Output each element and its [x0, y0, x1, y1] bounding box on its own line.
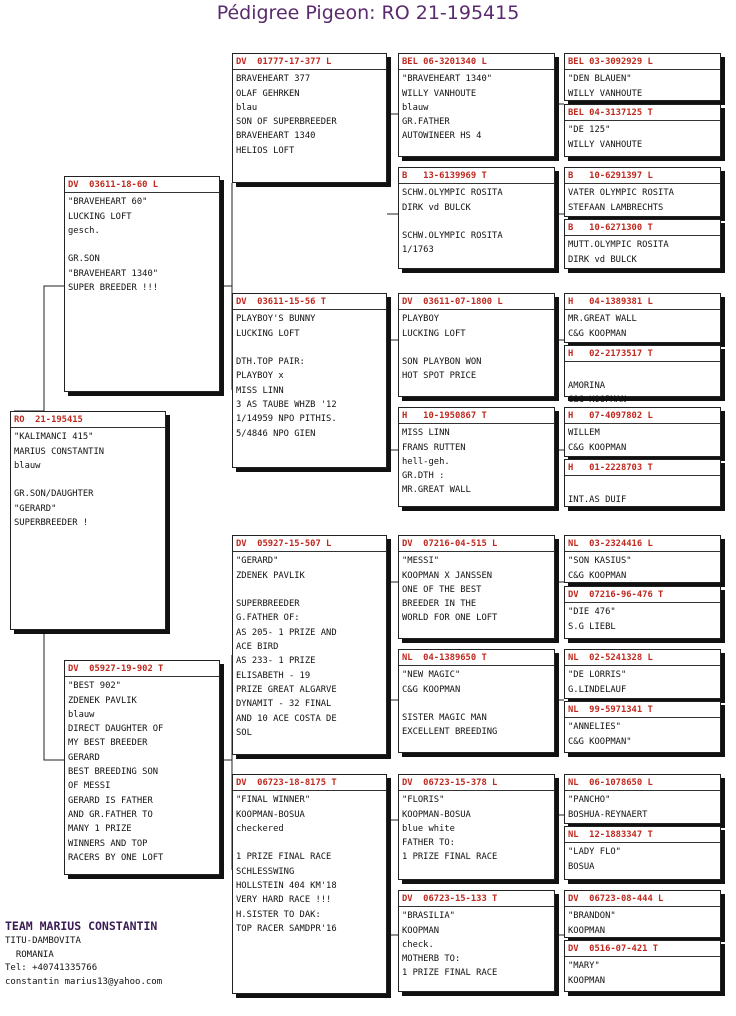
card-line: GR.DTH :	[402, 471, 445, 482]
card-line: INT.AS DUIF	[568, 494, 627, 505]
card-line: MANY 1 PRIZE	[68, 824, 132, 835]
card-line: MR.GREAT WALL	[568, 314, 637, 325]
card-line: DIRECT DAUGHTER OF	[68, 724, 164, 735]
card-line: OF MESSI	[68, 781, 111, 792]
page-title: Pédigree Pigeon: RO 21-195415	[216, 2, 520, 24]
card-line: blauw	[68, 709, 95, 720]
card-line: C&G KOOPMAN	[568, 394, 627, 405]
card-line	[402, 697, 551, 711]
card-line: KOOPMAN-BOSUA	[402, 809, 471, 820]
card-line: "DIE 476"	[568, 607, 616, 618]
card-line: AS 205- 1 PRIZE AND	[236, 627, 337, 638]
card-line	[568, 478, 717, 492]
card-line: GERARD IS FATHER	[68, 795, 153, 806]
ring-number: DV 03611-18-60 L	[65, 178, 219, 193]
pedigree-card	[64, 660, 220, 875]
pedigree-card	[398, 649, 555, 753]
card-line: C&G KOOPMAN	[402, 684, 461, 695]
pedigree-card	[564, 53, 721, 101]
card-line: HELIOS LOFT	[236, 145, 295, 156]
pedigree-card	[64, 176, 220, 392]
card-line: RACERS BY ONE LOFT	[68, 852, 164, 863]
card-line: blauw	[402, 102, 429, 113]
card-line: LUCKING LOFT	[68, 211, 132, 222]
ring-number: DV 03611-07-1800 L	[399, 295, 554, 310]
card-line: GERARD	[68, 752, 100, 763]
card-line: DYNAMIT - 32 FINAL	[236, 699, 332, 710]
card-line: MR.GREAT WALL	[402, 485, 471, 496]
card-line: BRAVEHEART 377	[236, 74, 311, 85]
pedigree-card	[564, 890, 721, 938]
pedigree-card	[398, 890, 555, 992]
card-line: SUPERBREEDER	[236, 599, 300, 610]
card-line: "BRASILIA"	[402, 911, 455, 922]
card-line: 5/4846 NPO GIEN	[236, 428, 316, 439]
pedigree-card	[564, 826, 721, 880]
pedigree-card	[564, 459, 721, 507]
card-line: HOT SPOT PRICE	[402, 371, 477, 382]
card-line: G.FATHER OF:	[236, 613, 300, 624]
card-line: AND 10 ACE COSTA DE	[236, 713, 337, 724]
ring-number: BEL 03-3092929 L	[565, 55, 720, 70]
ring-number: DV 03611-15-56 T	[233, 295, 386, 310]
card-line: "FINAL WINNER"	[236, 795, 311, 806]
card-line: "LADY FLO"	[568, 847, 621, 858]
card-line: PLAYBOY x	[236, 371, 284, 382]
card-line: ZDENEK PAVLIK	[236, 570, 305, 581]
card-line: WORLD FOR ONE LOFT	[402, 613, 498, 624]
card-line: SISTER MAGIC MAN	[402, 713, 487, 724]
card-line: FRANS RUTTEN	[402, 442, 466, 453]
card-line: MISS LINN	[402, 428, 450, 439]
card-line: EXCELLENT BREEDING	[402, 727, 498, 738]
card-line: ACE BIRD	[236, 642, 279, 653]
card-line	[236, 341, 383, 355]
pedigree-card	[232, 774, 387, 994]
pedigree-card	[398, 293, 555, 397]
card-line: 1/1763	[402, 245, 434, 256]
breeder-email: constantin marius13@yahoo.com	[5, 976, 163, 987]
card-line: gesch.	[68, 225, 100, 236]
card-line: "GERARD"	[236, 556, 279, 567]
card-line: KOOPMAN	[568, 975, 606, 986]
card-line: "DE 125"	[568, 125, 611, 136]
ring-number: DV 06723-15-133 T	[399, 892, 554, 907]
ring-number: DV 01777-17-377 L	[233, 55, 386, 70]
card-line: PLAYBOY'S BUNNY	[236, 314, 316, 325]
card-line	[236, 836, 383, 850]
card-line: SUPERBREEDER !	[14, 518, 89, 529]
ring-number: NL 06-1078650 L	[565, 776, 720, 791]
card-line: SON OF SUPERBREEDER	[236, 117, 337, 128]
card-line: ONE OF THE BEST	[402, 584, 482, 595]
card-line: C&G KOOPMAN	[568, 442, 627, 453]
pedigree-card	[398, 774, 555, 880]
card-line	[402, 215, 551, 229]
card-line: HOLLSTEIN 404 KM'18	[236, 881, 337, 892]
card-line: STEFAAN LAMBRECHTS	[568, 202, 664, 213]
card-line: "SON KASIUS"	[568, 556, 632, 567]
pedigree-card	[564, 940, 721, 992]
card-line: PRIZE GREAT ALGARVE	[236, 684, 337, 695]
card-line: KOOPMAN X JANSSEN	[402, 570, 493, 581]
card-line: "DE LORRIS"	[568, 670, 627, 681]
card-line: GR.SON	[68, 254, 100, 265]
card-line: "NEW MAGIC"	[402, 670, 461, 681]
ring-number: DV 05927-19-902 T	[65, 662, 219, 677]
ring-number: DV 05927-15-507 L	[233, 537, 386, 552]
pedigree-card	[398, 53, 555, 157]
card-line: BOSUA	[568, 861, 595, 872]
ring-number: RO 21-195415	[11, 413, 165, 428]
ring-number: NL 02-5241328 L	[565, 651, 720, 666]
card-line: PLAYBOY	[402, 314, 440, 325]
pedigree-card	[564, 701, 721, 753]
card-line: WILLY VANHOUTE	[568, 139, 643, 150]
card-line: C&G KOOPMAN"	[568, 736, 632, 747]
card-line: 1/14959 NPO PITHIS.	[236, 414, 337, 425]
card-line: blauw	[14, 460, 41, 471]
card-line: 1 PRIZE FINAL RACE	[402, 852, 498, 863]
card-line: VERY HARD RACE !!!	[236, 895, 332, 906]
card-line: "FLORIS"	[402, 795, 445, 806]
card-line: C&G KOOPMAN	[568, 570, 627, 581]
ring-number: NL 04-1389650 T	[399, 651, 554, 666]
ring-number: DV 06723-08-444 L	[565, 892, 720, 907]
pedigree-card-root	[10, 411, 166, 630]
ring-number: B 10-6291397 L	[565, 169, 720, 184]
pedigree-card	[564, 219, 721, 269]
pedigree-card	[564, 293, 721, 343]
card-line	[568, 364, 717, 378]
ring-number: DV 06723-15-378 L	[399, 776, 554, 791]
breeder-info	[5, 918, 162, 989]
card-line: G.LINDELAUF	[568, 684, 627, 695]
card-line: "BEST 902"	[68, 681, 121, 692]
pedigree-card	[564, 407, 721, 457]
card-line: BOSHUA-REYNAERT	[568, 809, 648, 820]
card-line: "GERARD"	[14, 503, 57, 514]
card-line: SON PLAYBON WON	[402, 357, 482, 368]
ring-number: B 10-6271300 T	[565, 221, 720, 236]
pedigree-card	[398, 407, 555, 507]
card-line: VATER OLYMPIC ROSITA	[568, 188, 674, 199]
card-line: WINNERS AND TOP	[68, 838, 148, 849]
card-line: KOOPMAN-BOSUA	[236, 809, 305, 820]
ring-number: NL 99-5971341 T	[565, 703, 720, 718]
card-line: DIRK vd BULCK	[568, 254, 637, 265]
card-line: "BRANDON"	[568, 911, 616, 922]
card-line: "BRAVEHEART 60"	[68, 197, 148, 208]
card-line: SOL	[236, 727, 252, 738]
pedigree-card	[232, 53, 387, 183]
ring-number: BEL 04-3137125 T	[565, 106, 720, 121]
card-line: AUTOWINEER HS 4	[402, 131, 482, 142]
card-line: 1 PRIZE FINAL RACE	[236, 852, 332, 863]
card-line: DTH.TOP PAIR:	[236, 357, 305, 368]
pedigree-card	[564, 345, 721, 405]
ring-number: DV 07216-04-515 L	[399, 537, 554, 552]
card-line: OLAF GEHRKEN	[236, 88, 300, 99]
pedigree-card	[564, 586, 721, 639]
card-line: MOTHERB TO:	[402, 954, 461, 965]
card-line: S.G LIEBL	[568, 621, 616, 632]
pedigree-card	[564, 167, 721, 217]
breeder-phone: Tel: +40741335766	[5, 963, 98, 973]
ring-number: H 04-1389381 L	[565, 295, 720, 310]
card-line: AND GR.FATHER TO	[68, 809, 153, 820]
card-line	[236, 583, 383, 597]
ring-number: H 07-4097802 L	[565, 409, 720, 424]
card-line	[402, 341, 551, 355]
card-line: BEST BREEDING SON	[68, 767, 159, 778]
card-line: ZDENEK PAVLIK	[68, 695, 137, 706]
card-line: "DEN BLAUEN"	[568, 74, 632, 85]
card-line: "KALIMANCI 415"	[14, 432, 94, 443]
card-line: LUCKING LOFT	[236, 328, 300, 339]
card-line: "BRAVEHEART 1340"	[402, 74, 493, 85]
card-line: WILLY VANHOUTE	[402, 88, 477, 99]
card-line: MARIUS CONSTANTIN	[14, 446, 105, 457]
card-line	[14, 473, 162, 487]
card-line: KOOPMAN	[568, 925, 606, 936]
breeder-name: TEAM MARIUS CONSTANTIN	[5, 919, 158, 933]
ring-number: BEL 06-3201340 L	[399, 55, 554, 70]
card-line: 1 PRIZE FINAL RACE	[402, 968, 498, 979]
ring-number: DV 06723-18-8175 T	[233, 776, 386, 791]
ring-number: H 01-2228703 T	[565, 461, 720, 476]
card-line: SCHW.OLYMPIC ROSITA	[402, 231, 503, 242]
card-line: hell-geh.	[402, 456, 450, 467]
card-line: ELISABETH - 19	[236, 670, 311, 681]
card-line: H.SISTER TO DAK:	[236, 909, 321, 920]
pedigree-card	[564, 104, 721, 157]
ring-number: NL 12-1883347 T	[565, 828, 720, 843]
pedigree-card	[232, 535, 387, 755]
pedigree-card	[564, 535, 721, 583]
card-line: LUCKING LOFT	[402, 328, 466, 339]
card-line: "BRAVEHEART 1340"	[68, 268, 159, 279]
pedigree-card	[232, 293, 387, 468]
card-line: checkered	[236, 823, 284, 834]
card-line: "MARY"	[568, 961, 600, 972]
card-line: "MESSI"	[402, 556, 440, 567]
card-line: MY BEST BREEDER	[68, 738, 148, 749]
card-line: AMORINA	[568, 380, 606, 391]
card-line: DIRK vd BULCK	[402, 202, 471, 213]
card-line: AS 233- 1 PRIZE	[236, 656, 316, 667]
card-line: C&G KOOPMAN	[568, 328, 627, 339]
card-line: BREEDER IN THE	[402, 599, 477, 610]
card-line: blau	[236, 102, 258, 113]
card-line: SCHW.OLYMPIC ROSITA	[402, 188, 503, 199]
breeder-line: TITU-DAMBOVITA	[5, 936, 81, 946]
ring-number: B 13-6139969 T	[399, 169, 554, 184]
card-line: WILLY VANHOUTE	[568, 88, 643, 99]
card-line: BRAVEHEART 1340	[236, 131, 316, 142]
card-line: TOP RACER SAMDPR'16	[236, 923, 337, 934]
card-line: 3 AS TAUBE WHZB '12	[236, 400, 337, 411]
ring-number: NL 03-2324416 L	[565, 537, 720, 552]
card-line: GR.FATHER	[402, 117, 450, 128]
card-line: WILLEM	[568, 428, 600, 439]
ring-number: DV 07216-96-476 T	[565, 588, 720, 603]
ring-number: H 10-1950867 T	[399, 409, 554, 424]
card-line: "PANCHO"	[568, 795, 611, 806]
card-line: check.	[402, 939, 434, 950]
card-line: "ANNELIES"	[568, 722, 621, 733]
card-line: GR.SON/DAUGHTER	[14, 489, 94, 500]
ring-number: DV 0516-07-421 T	[565, 942, 720, 957]
card-line: blue white	[402, 823, 455, 834]
pedigree-card	[564, 774, 721, 824]
breeder-line: ROMANIA	[5, 949, 54, 960]
pedigree-card	[564, 649, 721, 699]
card-line	[68, 238, 216, 252]
card-line: KOOPMAN	[402, 925, 440, 936]
card-line: MUTT.OLYMPIC ROSITA	[568, 240, 669, 251]
pedigree-card	[398, 167, 555, 269]
card-line: SCHLESSWING	[236, 866, 295, 877]
ring-number: H 02-2173517 T	[565, 347, 720, 362]
card-line: FATHER TO:	[402, 838, 455, 849]
card-line: MISS LINN	[236, 385, 284, 396]
pedigree-card	[398, 535, 555, 639]
card-line: SUPER BREEDER !!!	[68, 283, 159, 294]
